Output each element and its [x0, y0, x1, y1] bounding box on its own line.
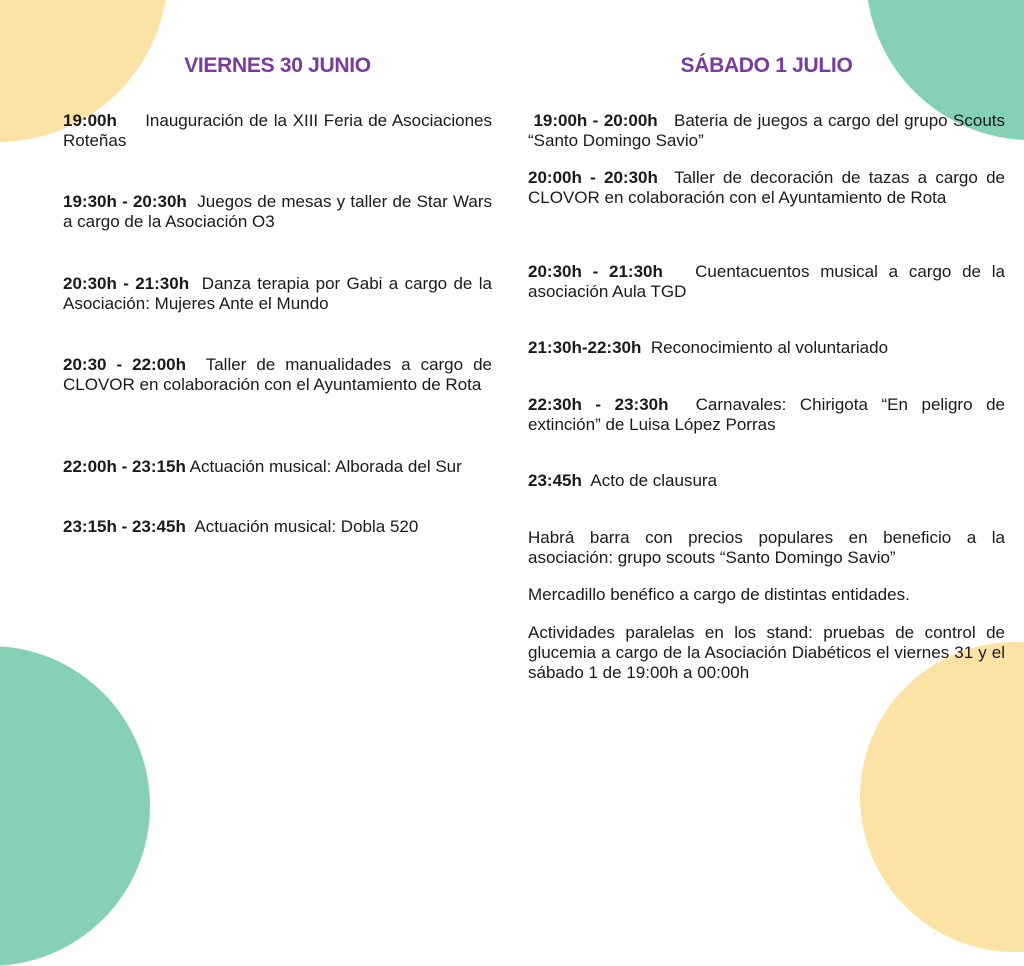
saturday-event	[528, 262, 1005, 302]
event-time: 22:30h - 23:30h	[528, 395, 669, 414]
friday-event	[63, 355, 492, 395]
event-time: 19:00h	[63, 111, 117, 130]
event-description: Acto de clausura	[590, 471, 718, 490]
event-time: 20:30h - 21:30h	[63, 274, 190, 293]
event-time: 20:00h - 20:30h	[528, 168, 658, 187]
note-bar-info: Habrá barra con precios populares en beneficio a la asociación: grupo scouts “Santo Domingo Savio”	[528, 528, 1005, 567]
decorative-blob-bottom-right	[860, 642, 1024, 952]
saturday-event	[528, 168, 1005, 208]
decorative-blob-bottom-left	[0, 646, 150, 966]
saturday-event	[528, 111, 1005, 151]
event-description: Taller de manualidades a cargo de CLOVOR en colaboración con el Ayuntamiento de Rota	[63, 355, 493, 394]
friday-event	[63, 517, 492, 537]
note-market-info: Mercadillo benéfico a cargo de distintas entidades.	[528, 585, 910, 604]
saturday-event	[528, 338, 1005, 358]
event-time: 19:30h - 20:30h	[63, 192, 187, 211]
event-description: Actuación musical: Alborada del Sur	[189, 457, 462, 476]
event-description: Juegos de mesas y taller de Star Wars a cargo de la Asociación O3	[63, 192, 492, 231]
event-time: 23:45h	[528, 471, 582, 490]
event-description: Bateria de juegos a cargo del grupo Scouts “Santo Domingo Savio”	[528, 111, 1006, 150]
event-description: Cuentacuentos musical a cargo de la asociación Aula TGD	[528, 262, 1005, 301]
event-time: 21:30h-22:30h	[528, 338, 642, 357]
friday-event	[63, 111, 492, 151]
event-description: Actuación musical: Dobla 520	[194, 517, 419, 536]
friday-event	[63, 192, 492, 232]
saturday-event	[528, 471, 1005, 491]
note-parallel-activities: Actividades paralelas en los stand: pruebas de control de glucemia a cargo de la Asociación Diabéticos el viernes 31 y el sábado 1 de 19:00h a 00:00h	[528, 623, 1005, 682]
event-time: 23:15h - 23:45h	[63, 517, 186, 536]
event-time: 20:30h - 21:30h	[528, 262, 663, 281]
event-description: Inauguración de la XIII Feria de Asociaciones Roteñas	[63, 111, 492, 150]
event-description: Reconocimiento al voluntariado	[650, 338, 889, 357]
event-description: Taller de decoración de tazas a cargo de CLOVOR en colaboración con el Ayuntamiento de Rota	[528, 168, 1005, 207]
friday-event	[63, 274, 492, 314]
event-description: Danza terapia por Gabi a cargo de la Asociación: Mujeres Ante el Mundo	[63, 274, 492, 313]
event-time: 20:30 - 22:00h	[63, 355, 187, 374]
saturday-heading: SÁBADO 1 JULIO	[680, 54, 853, 77]
friday-heading: VIERNES 30 JUNIO	[184, 54, 371, 77]
saturday-event	[528, 395, 1005, 435]
event-time: 22:00h - 23:15h	[63, 457, 186, 476]
event-description: Carnavales: Chirigota “En peligro de extinción” de Luisa López Porras	[528, 395, 1005, 434]
friday-event	[63, 457, 492, 477]
event-time: 19:00h - 20:00h	[533, 111, 658, 130]
